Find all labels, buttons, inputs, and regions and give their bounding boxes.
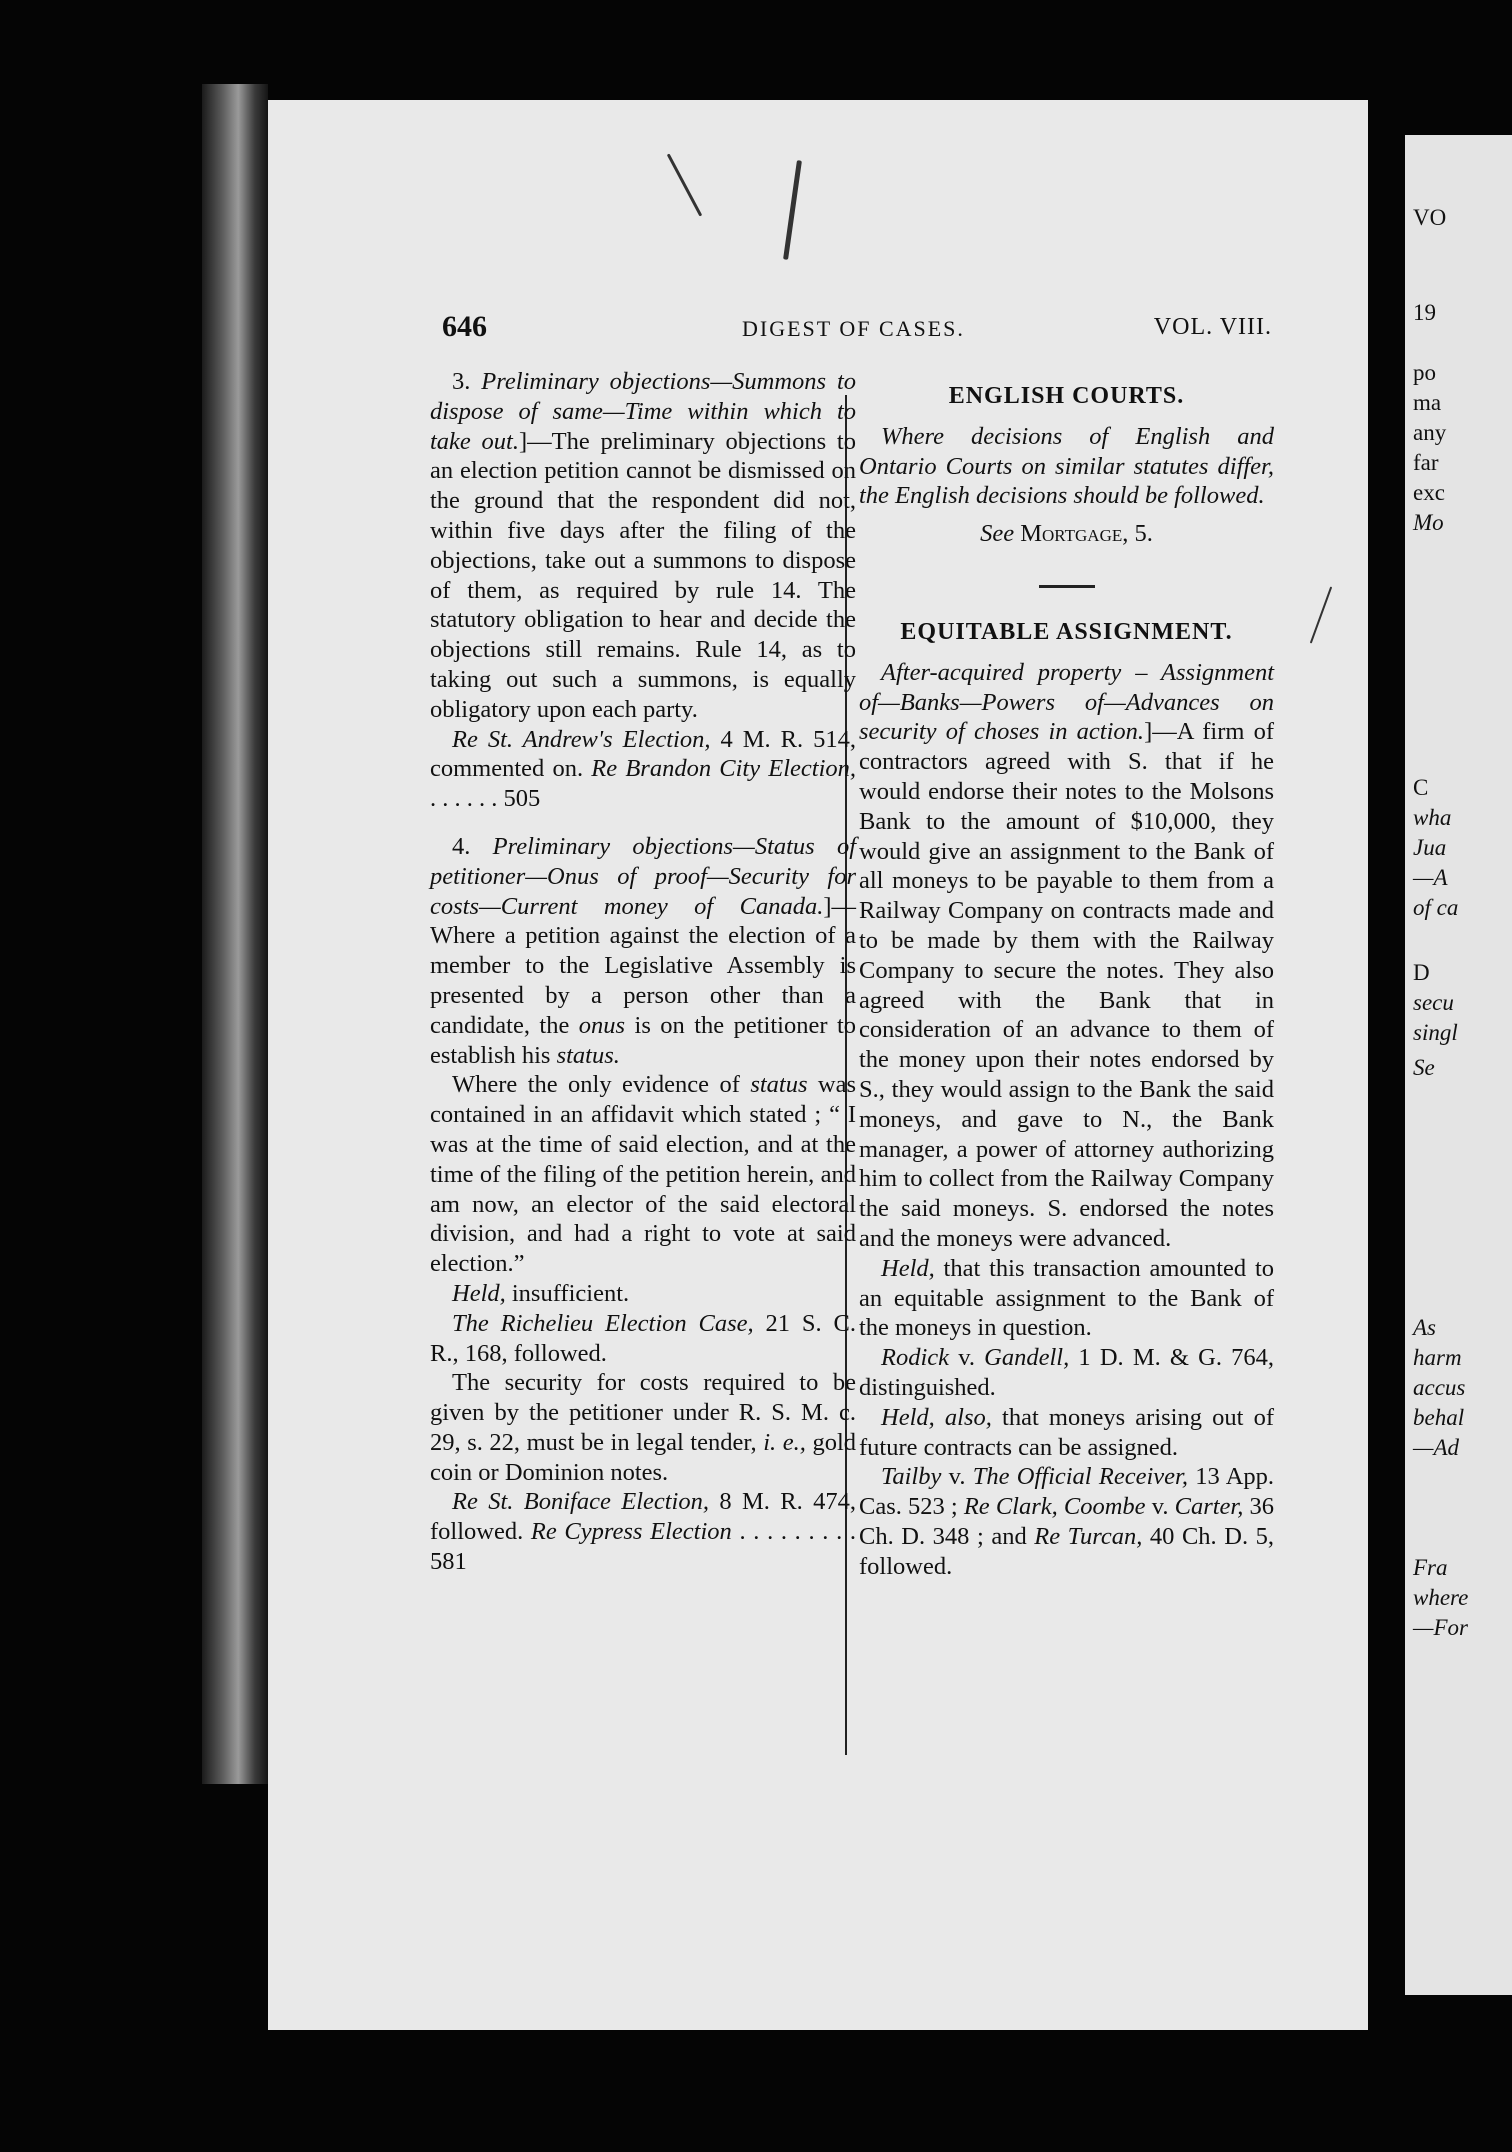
facing-page-text-fragment: singl xyxy=(1413,1020,1458,1045)
facing-page-text-fragment: C xyxy=(1413,775,1429,800)
english-courts-text: Where decisions of English and Ontario Courts on similar statutes differ, the English decisions should be followed. xyxy=(859,422,1274,510)
facing-page-text-fragment: exc xyxy=(1413,480,1445,505)
facing-page-text-fragment: —A xyxy=(1413,865,1448,890)
facing-page-text-fragment: —For xyxy=(1413,1615,1468,1640)
entry-4-citation-2: Re St. Boniface Election, 8 M. R. 474, followed. Re Cypress Election . . . . . . . . . 581 xyxy=(430,1488,857,1576)
volume-label: VOL. VIII. xyxy=(1153,314,1272,340)
facing-page-text-fragment: wha xyxy=(1413,805,1452,830)
section-heading-english-courts: ENGLISH COURTS. xyxy=(948,383,1185,409)
facing-page-text-fragment: Se xyxy=(1413,1055,1435,1080)
running-head xyxy=(442,310,1272,350)
entry-3-citation: Re St. Andrew's Election, 4 M. R. 514, commented on. Re Brandon City Election, . . . . . . 505 xyxy=(430,725,857,813)
section-divider xyxy=(1039,585,1095,588)
facing-page-text-fragment: 19 xyxy=(1413,300,1436,325)
entry-4-citation-1: The Richelieu Election Case, 21 S. C. R., 168, followed. xyxy=(430,1309,856,1367)
facing-page-text-fragment: accus xyxy=(1413,1375,1466,1400)
facing-page-text-fragment: any xyxy=(1413,420,1447,445)
facing-page-text-fragment: where xyxy=(1413,1585,1469,1610)
equitable-assignment-entry: After-acquired property – Assignment of—Banks—Powers of—Advances on security of choses in action.]—A firm of contractors agreed with S. that if he would endorse their notes to the Molsons Bank to the amount of $10,000, they would give an assignment to the Bank of all moneys to be payable to them from a Railway Company on contracts made and to be made by them with the Railway Company to secure the notes. They also agreed with the Bank that in consideration of an advance to them of the money upon their notes endorsed by S., they would assign to the Bank the said moneys, and gave to N., the Bank manager, a power of attorney authorizing him to collect from the Railway Company the said moneys. S. endorsed the notes and the moneys were advanced. xyxy=(859,658,1275,1252)
entry-4: 4. Preliminary objections—Status of petitioner—Onus of proof—Security for costs—Current money of Canada.]—Where a petition against the election of a member to the Legislative Assembly is presented by a person other than a candidate, the onus is on the petitioner to establish his status. xyxy=(430,832,856,1069)
facing-page-text-fragment: Fra xyxy=(1413,1555,1448,1580)
equitable-assignment-held-also: Held, also, that moneys arising out of future contracts can be assigned. xyxy=(859,1403,1274,1461)
page-number: 646 xyxy=(442,310,487,343)
facing-page-text-fragment: Jua xyxy=(1413,835,1447,860)
facing-page-text-fragment: As xyxy=(1413,1315,1436,1340)
equitable-assignment-held: Held, that this transaction amounted to an equitable assignment to the Bank of the moneys in question. xyxy=(859,1254,1275,1342)
facing-page-edge xyxy=(1405,135,1512,1995)
facing-page-text-fragment: VO xyxy=(1413,205,1447,230)
facing-page-text-fragment: D xyxy=(1413,960,1430,985)
left-column xyxy=(430,367,856,1577)
equitable-assignment-citation-1: Rodick v. Gandell, 1 D. M. & G. 764, distinguished. xyxy=(859,1344,1274,1401)
running-title: DIGEST OF CASES. xyxy=(742,316,965,341)
entry-3: 3. Preliminary objections—Summons to dispose of same—Time within which to take out.]—The preliminary objections to an election petition cannot be dismissed on the ground that the respondent did not, within five days after the filing of the objections, take out a summons to dispose of them, as required by rule 14. The statutory obligation to hear and decide the objections still remains. Rule 14, as to taking out such a summons, is equally obligatory upon each party. xyxy=(430,368,856,723)
equitable-assignment-citation-2: Tailby v. The Official Receiver, 13 App. Cas. 523 ; Re Clark, Coombe v. Carter, 36 Ch. D. 348 ; and Re Turcan, 40 Ch. D. 5, followed. xyxy=(859,1463,1275,1580)
facing-page-text-fragment: harm xyxy=(1413,1345,1462,1370)
book-spine-edge xyxy=(202,84,268,1784)
facing-page-text-fragment: —Ad xyxy=(1413,1435,1459,1460)
facing-page-text-fragment: ma xyxy=(1413,390,1442,415)
facing-page-text-fragment: po xyxy=(1413,360,1436,385)
facing-page-text-fragment: far xyxy=(1413,450,1439,475)
facing-page-text-fragment: secu xyxy=(1413,990,1454,1015)
entry-4-held: Held, insufficient. xyxy=(452,1279,630,1307)
facing-page-text-fragment: Mo xyxy=(1413,510,1444,535)
facing-page-text-fragment: behal xyxy=(1413,1405,1465,1430)
entry-4-security: The security for costs required to be given by the petitioner under R. S. M. c. 29, s. 22, must be in legal tender, i. e., gold coin or Dominion notes. xyxy=(430,1369,857,1486)
right-column xyxy=(851,382,1274,1581)
section-heading-equitable-assignment: EQUITABLE ASSIGNMENT. xyxy=(900,618,1233,645)
cross-reference: See Mortgage, 5. xyxy=(980,520,1153,548)
entry-4-evidence: Where the only evidence of status was contained in an affidavit which stated ; “ I was at the time of said election, and at the time of the filing of the petition herein, and am now, an elector of the said electoral division, and had a right to vote at said election.” xyxy=(430,1071,857,1278)
facing-page-text-fragment: of ca xyxy=(1413,895,1459,920)
